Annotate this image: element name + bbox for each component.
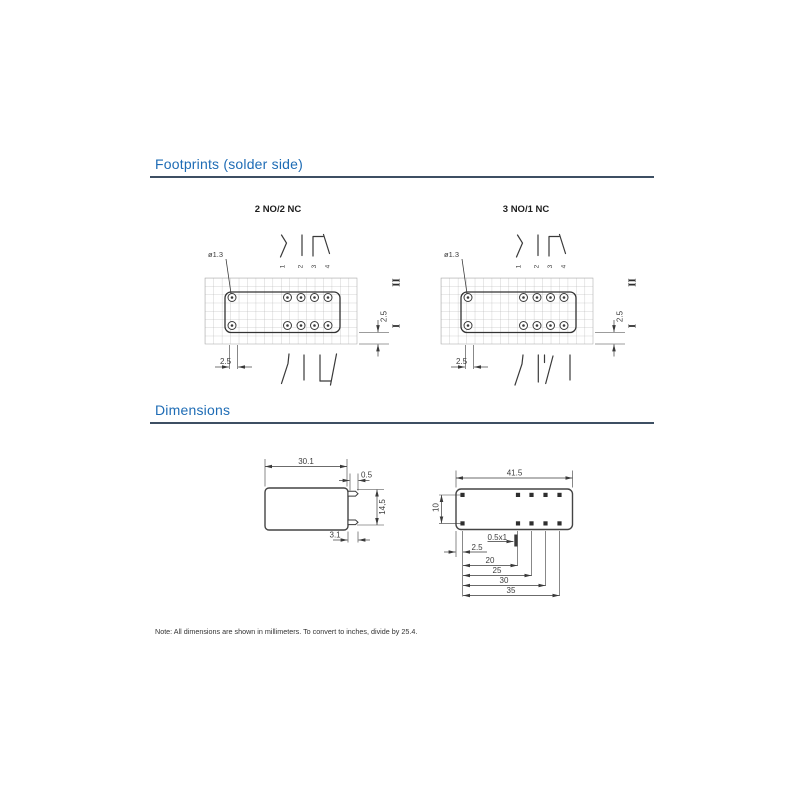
svg-text:2.5: 2.5 (456, 357, 468, 366)
pitch-dim-vertical (595, 310, 625, 356)
svg-text:14,5: 14,5 (378, 499, 387, 515)
svg-text:2.5: 2.5 (220, 357, 232, 366)
contact-symbols-bottom (282, 354, 337, 385)
hole-dia-label: ø1.3 (208, 250, 224, 259)
pole-group-marker-top: II (628, 278, 639, 287)
solder-grid (205, 278, 357, 344)
pole-group-marker-bottom: I (628, 323, 639, 329)
pole-group-marker-bottom: I (392, 323, 403, 329)
dim-body-length (456, 469, 573, 488)
svg-text:3: 3 (311, 264, 318, 269)
svg-text:1: 1 (515, 264, 523, 269)
hole-dia-label: ø1.3 (444, 250, 460, 259)
relay-body-bottom (456, 489, 573, 530)
units-note: Note: All dimensions are shown in millimeters. To convert to inches, divide by 25.4. (155, 627, 418, 636)
svg-text:1: 1 (279, 264, 287, 269)
svg-text:4: 4 (324, 264, 332, 269)
svg-text:30.1: 30.1 (298, 457, 314, 466)
dim-pin-distance-30 (463, 576, 546, 586)
solder-grid (441, 278, 593, 344)
svg-text:2: 2 (533, 264, 541, 269)
dim-edge-to-pin (444, 543, 487, 552)
dim-body-height (357, 490, 387, 526)
dim-pin-distance-20 (463, 556, 518, 566)
contact-symbols-top (517, 235, 566, 258)
bottom-view-drawing (432, 469, 573, 597)
footprint-right-title: 3 NO/1 NC (502, 204, 550, 215)
svg-text:35: 35 (506, 586, 516, 595)
svg-text:2.5: 2.5 (379, 310, 389, 323)
footprint-left-diagram (205, 235, 403, 386)
footprint-right-diagram (441, 235, 639, 386)
side-view-drawing (265, 457, 387, 543)
dim-pin-distance-25 (463, 566, 532, 576)
footprints-section-heading: Footprints (solder side) (150, 154, 654, 178)
svg-text:41.5: 41.5 (506, 468, 523, 478)
relay-body-side (265, 488, 348, 530)
pin-cross-section (514, 535, 517, 547)
svg-text:20: 20 (485, 556, 495, 565)
contact-symbols-bottom (515, 355, 570, 385)
svg-text:3.1: 3.1 (329, 530, 341, 540)
footprint-left-title: 2 NO/2 NC (254, 204, 302, 215)
svg-text:4: 4 (560, 264, 568, 269)
svg-text:10: 10 (431, 503, 441, 512)
pole-group-marker-top: II (392, 278, 403, 287)
dim-pin-length (330, 531, 371, 543)
dimensions-section-heading: Dimensions (150, 400, 654, 424)
svg-text:25: 25 (492, 566, 502, 575)
pitch-dim-horizontal (451, 345, 488, 369)
svg-text:2.5: 2.5 (615, 310, 625, 323)
svg-text:0.5: 0.5 (361, 470, 373, 480)
pin-numbers (516, 264, 568, 268)
dim-pin-distance-35 (463, 586, 560, 596)
svg-text:3: 3 (547, 264, 554, 269)
pin-lower (348, 520, 358, 525)
svg-text:0.5x1: 0.5x1 (487, 533, 508, 542)
contact-symbols-top (281, 235, 330, 258)
pin-numbers (280, 264, 332, 268)
svg-text:2: 2 (297, 264, 305, 269)
dim-body-width (265, 457, 347, 487)
pitch-dim-vertical (359, 310, 389, 356)
pin-upper (348, 491, 358, 496)
svg-text:2.5: 2.5 (471, 543, 483, 552)
pitch-dim-horizontal (215, 345, 252, 369)
svg-text:30: 30 (499, 576, 509, 585)
dim-pin-cross-section (488, 533, 518, 547)
